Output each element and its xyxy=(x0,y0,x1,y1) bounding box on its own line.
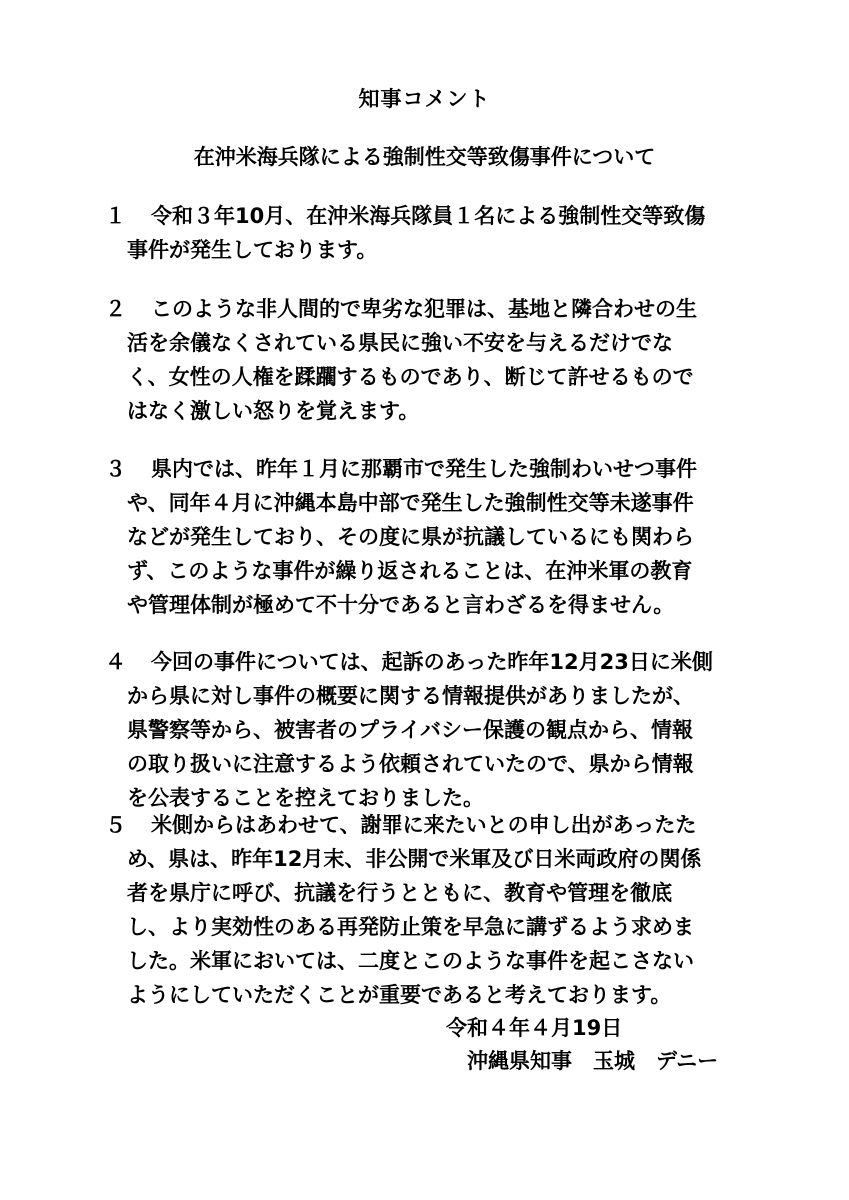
paragraph-line: 活を余儀なくされている県民に強い不安を与えるだけでな xyxy=(127,331,673,355)
paragraph-2 xyxy=(105,292,765,428)
paragraph-line: はなく激しい怒りを覚えます。 xyxy=(127,399,420,423)
paragraph-line: の取り扱いに注意するよう依頼されていたので、県から情報 xyxy=(127,752,694,776)
paragraph-line: などが発生しており、その度に県が抗議しているにも関わら xyxy=(127,525,694,549)
paragraph-number: ３ xyxy=(105,457,126,481)
paragraph-line: を公表することを控えておりました。 xyxy=(127,786,484,810)
paragraph-line xyxy=(105,452,765,486)
paragraph-line: から県に対し事件の概要に関する情報提供がありましたが、 xyxy=(127,684,694,708)
document-subtitle: 在沖米海兵隊による強制性交等致傷事件について xyxy=(193,145,656,169)
paragraph-line: 事件が発生しております。 xyxy=(127,238,378,262)
paragraph-text: 県内では、昨年１月に那覇市で発生した強制わいせつ事件 xyxy=(151,457,697,481)
paragraph-line: ず、このような事件が繰り返されることは、在沖米軍の教育 xyxy=(127,559,693,583)
paragraph-line: く、女性の人権を蹂躙するものであり、断じて許せるもので xyxy=(127,365,694,389)
paragraph-line xyxy=(105,645,765,679)
paragraph-line xyxy=(105,808,765,842)
paragraph-line: 者を県庁に呼び、抗議を行うとともに、教育や管理を徹底 xyxy=(127,881,673,905)
paragraph-number: ４ xyxy=(105,650,126,674)
paragraph-text: このような非人間的で卑劣な犯罪は、基地と隣合わせの生 xyxy=(151,297,697,321)
paragraph-5 xyxy=(105,808,765,1012)
paragraph-1 xyxy=(105,199,765,267)
paragraph-line xyxy=(105,292,765,326)
paragraph-4 xyxy=(105,645,765,815)
paragraph-number: ５ xyxy=(105,813,126,837)
paragraph-line: め、県は、昨年12月末、非公開で米軍及び日米両政府の関係 xyxy=(127,847,702,871)
document-date: 令和４年４月19日 xyxy=(446,1016,623,1040)
paragraph-text: 今回の事件については、起訴のあった昨年12月23日に米側 xyxy=(151,650,713,674)
paragraph-number: ２ xyxy=(105,297,126,321)
paragraph-line: 県警察等から、被害者のプライバシー保護の観点から、情報 xyxy=(127,718,693,742)
paragraph-line: や管理体制が極めて不十分であると言わざるを得ません。 xyxy=(127,593,675,617)
paragraph-number: １ xyxy=(105,204,126,228)
paragraph-line: し、より実効性のある再発防止策を早急に講ずるよう求めま xyxy=(127,915,694,939)
paragraph-line: や、同年４月に沖縄本島中部で発生した強制性交等未遂事件 xyxy=(127,491,694,515)
paragraph-line: ようにしていただくことが重要であると考えております。 xyxy=(127,983,672,1007)
paragraph-text: 米側からはあわせて、謝罪に来たいとの申し出があったた xyxy=(151,813,697,837)
document-title: 知事コメント xyxy=(358,87,491,111)
document-signer: 沖縄県知事 玉城 デニー xyxy=(467,1049,719,1073)
paragraph-text: 令和３年10月、在沖米海兵隊員１名による強制性交等致傷 xyxy=(151,204,706,228)
paragraph-3 xyxy=(105,452,765,622)
paragraph-line: した。米軍においては、二度とこのような事件を起こさない xyxy=(127,949,694,973)
paragraph-line xyxy=(105,199,765,233)
